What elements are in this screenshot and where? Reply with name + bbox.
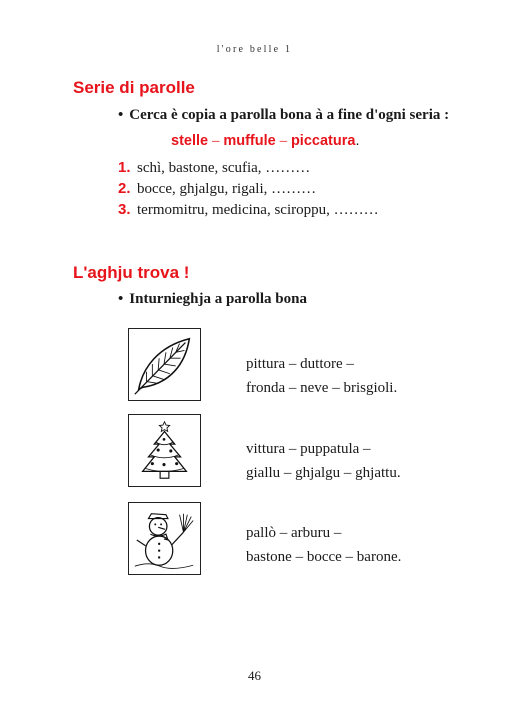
series-list (118, 159, 379, 222)
series-text: bocce, ghjalgu, rigali, ……… (137, 181, 317, 197)
snowman-icon (129, 503, 200, 574)
choice-line: pallò – arburu – (246, 525, 342, 541)
word-choices (246, 521, 401, 569)
series-row (118, 159, 379, 180)
choice-line: bastone – bocce – barone. (246, 549, 402, 565)
choice-line: giallu – ghjalgu – ghjattu. (246, 465, 401, 481)
word-stelle: stelle (171, 133, 209, 149)
target-words (171, 133, 359, 150)
instruction-text: Inturnieghja a parolla bona (129, 291, 307, 307)
series-text: schì, bastone, scufia, ……… (137, 160, 311, 176)
series-text: termomitru, medicina, sciroppu, ……… (137, 202, 379, 218)
word-choices (246, 352, 397, 400)
word-end-dot: . (355, 133, 360, 149)
page-number: 46 (248, 668, 261, 683)
leaf-picture (128, 328, 201, 401)
choice-line: fronda – neve – brisgioli. (246, 380, 398, 396)
instruction-text: Cerca è copia a parolla bona à a fine d'ogni seria : (129, 107, 450, 123)
bullet: • (118, 291, 124, 307)
series-number: 3. (118, 201, 131, 218)
word-muffule: muffule (223, 133, 276, 149)
series-row (118, 201, 379, 222)
christmas-tree-icon (129, 415, 200, 486)
series-number: 1. (118, 159, 131, 176)
running-head: l'ore belle 1 (216, 44, 293, 55)
choice-line: pittura – duttore – (246, 356, 354, 372)
leaf-icon (129, 329, 200, 400)
choice-line: vittura – puppatula – (246, 441, 371, 457)
word-choices (246, 437, 401, 485)
word-separator: – (279, 133, 287, 149)
section-title-serie: Serie di parolle (73, 78, 195, 97)
bullet: • (118, 107, 124, 123)
word-piccatura: piccatura (290, 133, 356, 149)
series-number: 2. (118, 180, 131, 197)
snowman-picture (128, 502, 201, 575)
instruction-aghju (118, 291, 307, 308)
word-separator: – (212, 133, 220, 149)
section-title-aghju: L'aghju trova ! (73, 263, 190, 282)
christmas-tree-picture (128, 414, 201, 487)
instruction-serie (118, 107, 449, 124)
series-row (118, 180, 379, 201)
